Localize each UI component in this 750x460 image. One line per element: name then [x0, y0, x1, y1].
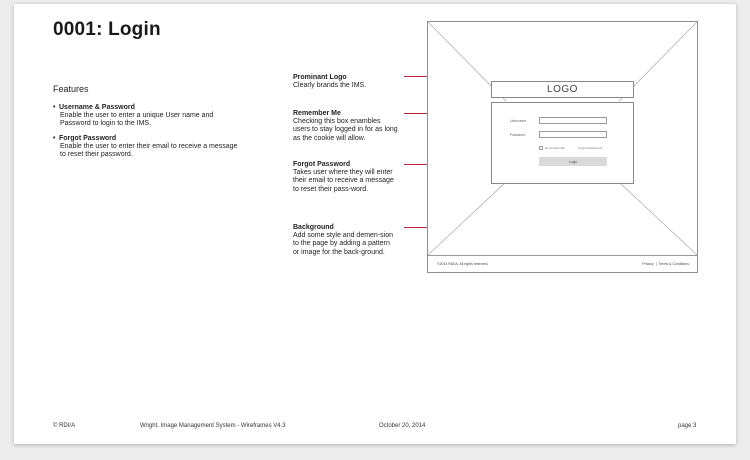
- note-desc: Checking this box enambles users to stay logged in for as long as the cookie will allow.: [293, 118, 398, 142]
- feature-item-username-password: [53, 104, 243, 128]
- terms-link[interactable]: Terms & Conditions: [658, 262, 689, 266]
- footer-date: October 20, 2014: [379, 423, 426, 429]
- features-section: [53, 84, 243, 166]
- remember-me-checkbox[interactable]: [539, 146, 543, 150]
- document-page: [14, 4, 736, 444]
- password-input[interactable]: [539, 131, 607, 138]
- note-title: Forgot Password: [293, 161, 351, 168]
- logo-placeholder: LOGO: [491, 81, 634, 98]
- feature-title: Forgot Password: [59, 135, 117, 142]
- feature-desc: Enable the user to enter their email to receive a message to reset their password.: [60, 143, 238, 158]
- login-wireframe: [427, 21, 698, 273]
- login-form: [491, 102, 634, 184]
- bullet: •: [53, 104, 56, 111]
- page-title: 0001: Login: [53, 19, 161, 40]
- note-desc: Clearly brands the IMS.: [293, 82, 367, 89]
- password-label: Password: [510, 133, 526, 137]
- footer-page-number: page 3: [678, 423, 697, 429]
- note-remember-me: [293, 110, 398, 143]
- note-prominant-logo: [293, 74, 398, 90]
- remember-me-label: Remember Me: [545, 146, 565, 150]
- copyright-text: ©2014 RDI/A. All rights reserved.: [437, 262, 489, 266]
- wireframe-footer: [428, 255, 697, 272]
- note-forgot-password: [293, 161, 398, 194]
- bullet: •: [53, 135, 56, 142]
- footer-company: © RDI/A: [53, 423, 76, 429]
- footer-links: [641, 262, 689, 266]
- note-title: Background: [293, 224, 334, 231]
- forgot-password-link[interactable]: Forgot Password?: [578, 146, 603, 150]
- username-input[interactable]: [539, 117, 607, 124]
- note-title: Prominant Logo: [293, 74, 347, 81]
- features-heading: Features: [53, 84, 89, 94]
- link-separator: |: [655, 262, 657, 266]
- privacy-link[interactable]: Privacy: [642, 262, 654, 266]
- feature-item-forgot-password: [53, 135, 243, 159]
- note-desc: Add some style and demen-sion to the page by adding a pattern or image for the back-ground.: [293, 232, 393, 256]
- note-title: Remember Me: [293, 110, 341, 117]
- note-desc: Takes user where they will enter their email to receive a message to reset their pass-word.: [293, 169, 394, 193]
- feature-desc: Enable the user to enter a unique User name and Password to login to the IMS.: [60, 112, 214, 127]
- footer-doc-title: Wright, Image Management System - Wireframes V4.3: [140, 423, 286, 429]
- username-label: Username: [510, 119, 527, 123]
- login-button[interactable]: Login: [539, 157, 607, 166]
- feature-title: Username & Password: [59, 104, 135, 111]
- note-background: [293, 224, 398, 257]
